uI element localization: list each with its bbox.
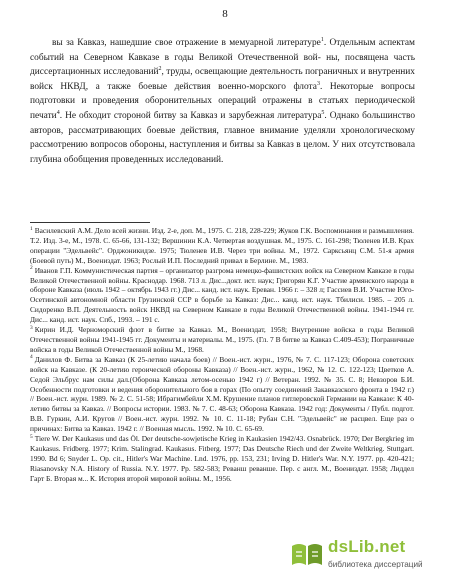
footnote-reference: 3	[316, 80, 320, 87]
footnote-reference: 1	[320, 36, 324, 43]
footnote	[30, 355, 414, 434]
body-text-segment: деятельность пограничных и внутренних войск НКВД, а также боевые действия военно-морского флота	[30, 67, 415, 92]
dslib-logo-icon	[290, 540, 324, 568]
watermark[interactable]	[290, 536, 440, 576]
footnote	[30, 266, 414, 325]
watermark-site: dsLib.net	[328, 537, 406, 556]
footnote-text: Кирин И.Д. Черноморский флот в битве за Кавказ. М., Воениздат, 1958; Внутренние войска в годы Великой Отечественной войны 1941-1945 гг. Документы и материалы. М., 1975. (Гл. 7 В битве за Кавказ С.409-453); Пограничные войска в годы Великой Отечественной войны М., 1968.	[30, 325, 414, 354]
footnote-mark: 3	[30, 324, 33, 331]
footnote	[30, 226, 414, 266]
body-text-segment: ны, посвящена часть диссертационных исследований	[30, 52, 415, 78]
footnote	[30, 434, 414, 484]
footnote-mark: 1	[30, 225, 33, 232]
footnote-reference: 2	[158, 66, 162, 73]
footnote-text: Данилов Ф. Битва за Кавказ (К 25-летию начала боев) // Воен.-ист. журн., 1976, № 7. С. 117-123; Оборона советских войск на Кавказе. (К 20-летию героической обороны Кавказа) // Воен.-ист. журн., 1962, № 12. С. 122-123; Цветков А. Седой Эльбрус нам силы дал.(Оборона Кавказа летом-осенью 1942 г) // Ветеран. 1992. № 35. С. 8; Невзоров Б.И. Особенности подготовки и ведения оборонительного боя в горах (По опыту соединений Закавказского фронта в 1942 г.) // Воен.-ист. журн. 1989. № 2. С. 51-58; Ибрагимбейли Х.М. Крушение планов гитлеровской Германии на Кавказе: К 40-летию битвы за Кавказ. // Вопросы истории. 1983. № 7. С. 48-63; Оборона Кавказа. 1942 год: Документы / Публ. подгот. В.В. Гуркин, А.И. Кругов // Воен.-ист. журн. 1992. № 10. С. 11-18; Рубан С.Н. "Эдельвейс" не расцвел. Еще раз о причинах: Битва за Кавказ. 1942 г. // Военная мысль. 1992. № 10. С. 65-69.	[30, 354, 414, 434]
footnote-text: Василевский А.М. Дело всей жизни. Изд. 2-е, доп. М., 1975. С. 218, 228-229; Жуков Г.К. Воспоминания и размышления. Т.2. Изд. 3-е, М., 1978. С. 65-66, 131-132; Вершинин К.А. Четвертая воздушная. М., 1975. С. 161-298; Тюленев И.В. Крах операции "Эдельвейс". Орджоникидзе. 1975; Тюленев И.В. Через три войны. М., 1972. Сарксьянц С.М. 51-я армия (Боевой путь) М., Воениздат. 1963; Рослый И.П. Последний привал в Берлине. М., 1983.	[30, 226, 414, 265]
body-text-segment: оборонительных операций отражены в статьях периодической печати	[30, 96, 415, 121]
body-text-segment: . Не обходит стороной битву за Кавказ и зарубежная литература	[59, 110, 322, 121]
footnote-reference: 5	[321, 109, 325, 116]
body-text	[30, 36, 415, 167]
footnotes	[30, 226, 414, 484]
body-text-segment: . Отдельным	[323, 38, 376, 48]
footnote-text: Иванов Г.П. Коммунистическая партия – организатор разгрома немецко-фашистских войск на Северном Кавказе в годы Великой Отечественной войны. Краснодар. 1968. 713 л. Дис...докт. ист. наук; Григорян К.Г. Участие армянского народа в обороне Кавказа (июль 1942 – октябрь 1943 гг.) Дис... канд. ист. наук. Ереван. 1966 г. – 328 л; Гассиев В.И. Участие Юго-Осетинской автономной области Грузинской ССР в борьбе за Кавказ: Дис... канд. ист. наук. Тбилиси. 1985. – 205 л. Сидоренко В.П. Деятельность войск НКВД на Северном Кавказе в годы Великой Отечественной войны. 1941-1944 гг. Дис... канд. ист. наук. Спб., 1993. – 191 с.	[30, 265, 414, 325]
body-text-segment: аспектам событий на Северном Кавказе в годы Великой Отечественной вой-	[30, 38, 415, 63]
footnote-text: Tiere W. Der Kaukasus und das Öl. Der deutsche-sowjetische Krieg in Kaukasien 1942/43. Osnabrück. 1970; Der Bergkrieg im Kaukasus. Fridberg. 1977; Krim. Stalingrad. Kaukasus. Fitberg. 1977; Das Deutsche Riech und der Zweite Weltkrieg. Stuttgart. 1990. Bd 6; Snyder L. Op. cit., Hitler's War Machine. Lnd. 1976, pp. 153, 231; Irving D. Hitler's War. N.Y. 1977. pp. 420-421; Riasanovsky N.A. History of Russia. N.Y. 1977. Pp. 582-583; Реванш реванше. Пер. с англ. М., Воениздат. 1958; Лиддел Гарт Б. Вторая м... К. История второй мировой войны. М., 1956.	[30, 434, 414, 483]
body-text-segment: . Однако большинство авторов, рассматривающих боевые действия, главное внимание уделяли хронологическому рассмотрению вопросов обороны, наступления и битвы за Кавказ в целом. У них отсутствовала глубина обобщения проведенных исследований.	[30, 110, 416, 165]
footnote-mark: 2	[30, 265, 33, 272]
footnote	[30, 325, 414, 355]
footnote-mark: 4	[30, 354, 33, 361]
footnote-reference: 4	[56, 109, 60, 116]
footnote-separator	[30, 222, 150, 223]
watermark-caption: библиотека диссертаций	[328, 560, 423, 569]
body-text-segment: , труды, освещающие	[161, 67, 248, 78]
body-text-segment: вы за Кавказ, нашедшие свое отражение в мемуарной литературе	[52, 38, 321, 48]
body-text-segment: . Некоторые вопросы подготовки и проведения	[30, 81, 415, 107]
footnote-mark: 5	[30, 433, 33, 440]
page-number: 8	[222, 8, 228, 20]
body-paragraph	[30, 36, 415, 167]
